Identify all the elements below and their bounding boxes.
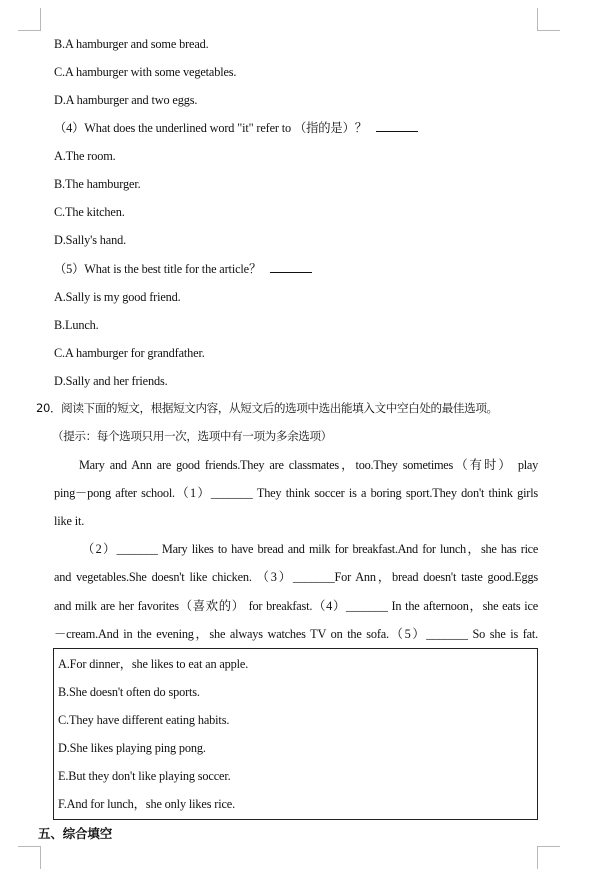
q20-passage-line-2: ping－pong after school.（1）_______ They think soccer is a boring sport.They don't think girls — [54, 486, 538, 500]
q4-option-a: A.The room. — [54, 149, 116, 163]
q20-passage-line-6: and milk are her favorites（喜欢的） for breakfast.（4）_______ In the afternoon，she eats ice — [54, 599, 538, 613]
q20-option-f: F.And for lunch，she only likes rice. — [58, 797, 236, 811]
q20-option-e: E.But they don't like playing soccer. — [58, 769, 231, 783]
q4-option-d: D.Sally's hand. — [54, 233, 127, 247]
q4-option-b: B.The hamburger. — [54, 177, 141, 191]
q5-option-b: B.Lunch. — [54, 318, 99, 332]
crop-mark-top-right — [537, 8, 560, 31]
q20-options-box — [53, 648, 538, 820]
q5-stem — [54, 261, 312, 277]
q5-answer-blank — [270, 261, 312, 273]
q20-passage-line-1: Mary and Ann are good friends.They are classmates，too.They sometimes（有时） play — [79, 458, 538, 472]
q4-option-c: C.The kitchen. — [54, 205, 125, 219]
q3-option-c: C.A hamburger with some vegetables. — [54, 65, 237, 79]
q3-option-b: B.A hamburger and some bread. — [54, 37, 209, 51]
q20-option-c: C.They have different eating habits. — [58, 713, 230, 727]
q20-passage-line-3: like it. — [54, 514, 85, 528]
q20-passage-line-5: and vegetables.She doesn't like chicken. （3）_______For Ann，bread doesn't taste good.Eggs — [54, 570, 538, 584]
q5-option-d: D.Sally and her friends. — [54, 374, 168, 388]
q20-hint: （提示：每个选项只用一次，选项中有一项为多余选项） — [52, 429, 332, 443]
crop-mark-bottom-right — [537, 846, 560, 869]
crop-mark-bottom-left — [18, 846, 41, 869]
section-heading: 五、综合填空 — [38, 826, 113, 841]
q4-stem-text: （4）What does the underlined word "it" refer to （指的是）？ — [54, 121, 367, 135]
q20-option-d: D.She likes playing ping pong. — [58, 741, 206, 755]
q3-option-d: D.A hamburger and two eggs. — [54, 93, 198, 107]
q5-option-c: C.A hamburger for grandfather. — [54, 346, 205, 360]
q4-answer-blank — [376, 120, 418, 132]
crop-mark-top-left — [18, 8, 41, 31]
q4-stem — [54, 120, 418, 136]
q20-passage-line-7: －cream.And in the evening，she always watches TV on the sofa.（5）_______ So she is fat. — [54, 627, 538, 641]
q5-stem-text: （5）What is the best title for the article？ — [54, 262, 262, 276]
q5-option-a: A.Sally is my good friend. — [54, 290, 181, 304]
q20-option-a: A.For dinner，she likes to eat an apple. — [58, 657, 249, 671]
q20-passage-line-4: （2）_______ Mary likes to have bread and milk for breakfast.And for lunch，she has rice — [82, 542, 538, 556]
q20-instruction: 20．阅读下面的短文，根据短文内容，从短文后的选项中选出能填入文中空白处的最佳选项。 — [36, 401, 498, 415]
q20-option-b: B.She doesn't often do sports. — [58, 685, 200, 699]
